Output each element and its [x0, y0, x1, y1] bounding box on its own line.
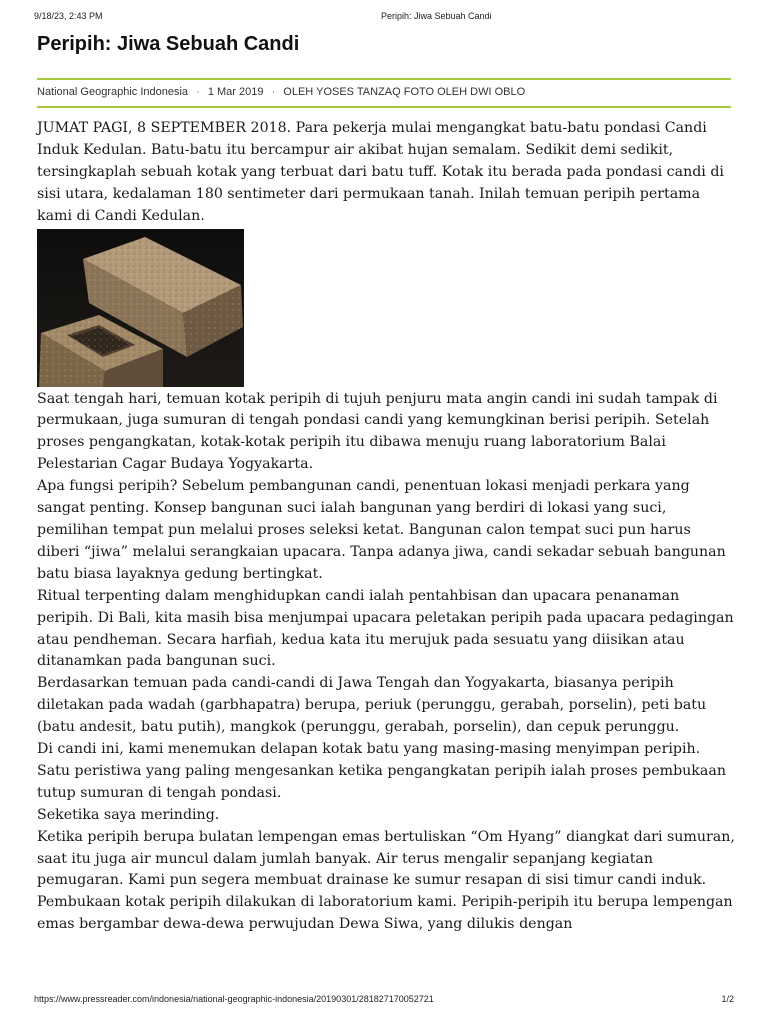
print-header [34, 11, 734, 25]
divider-bottom [37, 106, 731, 108]
article-title: Peripih: Jiwa Sebuah Candi [37, 33, 300, 55]
meta-separator: · [271, 86, 276, 98]
print-datetime: 9/18/23, 2:43 PM [34, 11, 103, 21]
print-footer [34, 994, 734, 1008]
stone-box-image [37, 229, 244, 387]
paragraph: Ritual terpenting dalam menghidupkan candi ialah pentahbisan dan upacara penanaman peripih. Di Bali, kita masih bisa menjumpai upacara peletakan peripih pada upacara pedagingan atau pendheman. Secara harfiah, kedua kata itu merujuk pada sesuatu yang diisikan atau ditanamkan pada bangunan suci. [37, 587, 734, 670]
byline: OLEH YOSES TANZAQ FOTO OLEH DWI OBLO [283, 86, 526, 98]
print-doc-title: Peripih: Jiwa Sebuah Candi [381, 11, 492, 21]
paragraph: Pembukaan kotak peripih dilakukan di laboratorium kami. Peripih-peripih itu berupa lempengan emas bergambar dewa-dewa perwujudan Dewa Siwa, yang dilukis dengan [37, 894, 733, 933]
paragraph: Berdasarkan temuan pada candi-candi di Jawa Tengah dan Yogyakarta, biasanya peripih diletakan pada wadah (garbhapatra) berupa, periuk (perunggu, gerabah, porselin), peti batu (batu andesit, batu putih), mangkok (perunggu, gerabah, porselin), dan cepuk perunggu. [37, 675, 707, 736]
article-meta [37, 86, 525, 98]
divider-top [37, 78, 731, 80]
article-body [37, 118, 737, 936]
publication-date: 1 Mar 2019 [207, 86, 264, 98]
paragraph: Di candi ini, kami menemukan delapan kotak batu yang masing-masing menyimpan peripih. Satu peristiwa yang paling mengesankan ketika pengangkatan peripih ialah proses pembukaan tutup sumuran di tengah pondasi. [37, 741, 726, 801]
paragraph: Saat tengah hari, temuan kotak peripih di tujuh penjuru mata angin candi ini sudah tampak di permukaan, juga sumuran di tengah pondasi candi yang kemungkinan berisi peripih. Setelah proses pengangkatan, kotak-kotak peripih itu dibawa menuju ruang laboratorium Balai Pelestarian Cagar Budaya Yogyakarta. [37, 390, 718, 473]
source-url: https://www.pressreader.com/indonesia/national-geographic-indonesia/20190301/281827170052721 [34, 994, 434, 1004]
paragraph: Ketika peripih berupa bulatan lempengan emas bertuliskan “Om Hyang” diangkat dari sumuran, saat itu juga air muncul dalam jumlah banyak. Air terus mengalir sepanjang kegiatan pemugaran. Kami pun segera membuat drainase ke sumur resapan di sisi timur candi induk. [37, 828, 735, 889]
meta-separator: · [196, 86, 200, 98]
page-number: 1/2 [721, 994, 734, 1004]
stone-box-photo [37, 229, 244, 387]
paragraph: Seketika saya merinding. [37, 806, 220, 823]
paragraph: Apa fungsi peripih? Sebelum pembangunan candi, penentuan lokasi menjadi perkara yang sangat penting. Konsep bangunan suci ialah bangunan yang berdiri di lokasi yang suci, pemilihan tempat pun melalui proses seleksi ketat. Bangunan calon tempat suci pun harus diberi “jiwa” melalui serangkaian upacara. Tanpa adanya jiwa, candi sekadar sebuah bangunan batu biasa layaknya gedung bertingkat. [37, 478, 726, 582]
publication-name: National Geographic Indonesia [37, 86, 189, 98]
paragraph: JUMAT PAGI, 8 SEPTEMBER 2018. Para pekerja mulai mengangkat batu-batu pondasi Candi Induk Kedulan. Batu-batu itu bercampur air akibat hujan semalam. Sedikit demi sedikit, tersingkaplah sebuah kotak yang terbuat dari batu tuff. Kotak itu berada pada pondasi candi di sisi utara, kedalaman 180 sentimeter dari permukaan tanah. Inilah temuan peripih pertama kami di Candi Kedulan. [37, 120, 724, 224]
